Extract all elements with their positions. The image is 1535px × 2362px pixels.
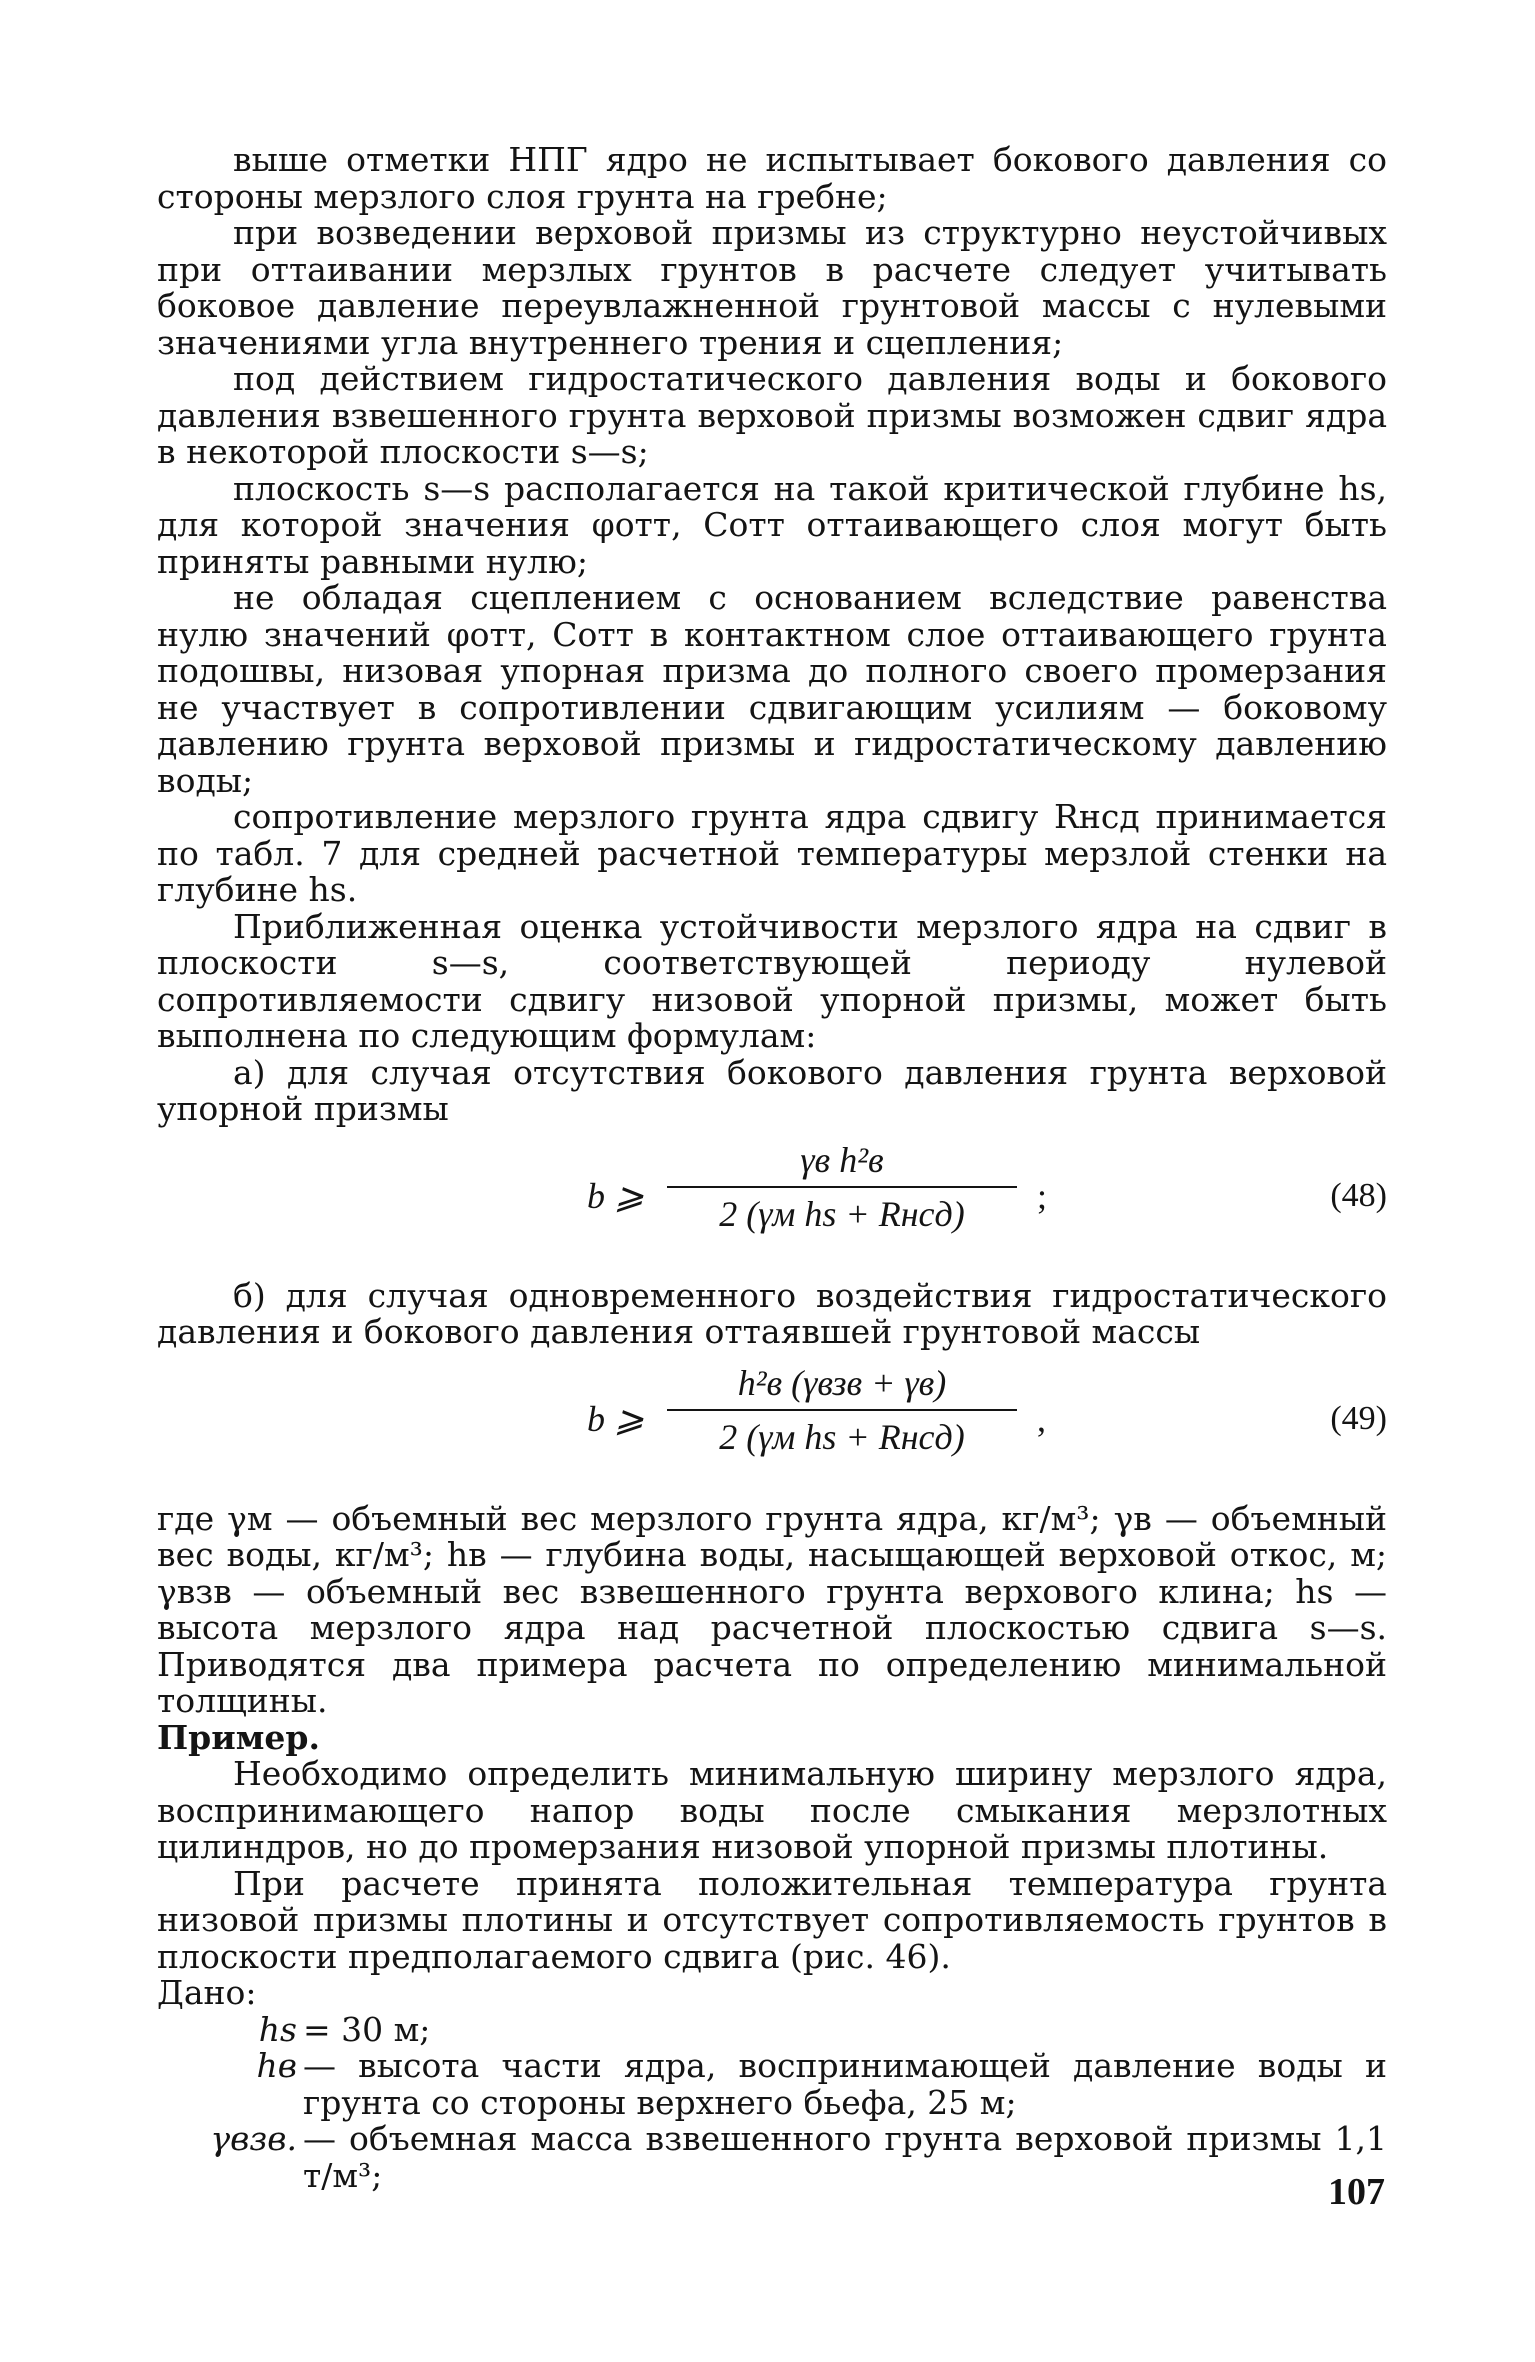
given-item (157, 2009, 1387, 2049)
example-heading: Пример. (157, 1717, 320, 1757)
paragraph: при возведении верховой призмы из структурно неустойчивых при оттаивании мерзлых грунтов в расчете следует учитывать боковое давление переувлажненной грунтовой массы с нулевыми значениями угла внутреннего трения и сцепления; (157, 213, 1387, 362)
formula-48-fraction (667, 1138, 1017, 1236)
formula-49-number: (49) (1330, 1399, 1387, 1437)
paragraph: а) для случая отсутствия бокового давления грунта верховой упорной призмы (157, 1052, 1387, 1128)
given-symbol: γвзв. (210, 2119, 297, 2158)
formula-48-number: (48) (1330, 1176, 1387, 1214)
formula-49-lhs: b ⩾ (587, 1398, 645, 1439)
formula-48-tail: ; (1037, 1175, 1048, 1216)
paragraph: Необходимо определить минимальную ширину мерзлого ядра, воспринимающего напор воды после смыкания мерзлотных цилиндров, но до промерзания низовой упорной призмы плотины. (157, 1754, 1387, 1866)
formula-48 (157, 1138, 1387, 1268)
given-text: — высота части ядра, воспринимающей давление воды и грунта со стороны верхнего бьефа, 25 м; (303, 2046, 1387, 2122)
fraction-bar (667, 1186, 1017, 1188)
formula-48-lhs: b ⩾ (587, 1175, 645, 1216)
given-text: = 30 м; (303, 2009, 431, 2049)
given-text: — объемная масса взвешенного грунта верховой призмы 1,1 т/м³; (303, 2119, 1387, 2195)
paragraph: сопротивление мерзлого грунта ядра сдвигу Rнсд принимается по табл. 7 для средней расчетной температуры мерзлой стенки на глубине hs. (157, 797, 1387, 909)
formula-48-numerator: γв h²в (800, 1139, 884, 1180)
formula-49 (157, 1361, 1387, 1491)
formula-49-tail: , (1037, 1398, 1046, 1439)
page-number: 107 (1328, 2171, 1385, 2213)
given-list (157, 2009, 1387, 2195)
paragraph: б) для случая одновременного воздействия гидростатического давления и бокового давления оттаявшей грунтовой массы (157, 1275, 1387, 1351)
given-item (157, 2121, 1387, 2194)
formula-48-denominator: 2 (γм hs + Rнсд) (719, 1193, 965, 1234)
given-symbol: hв (256, 2046, 297, 2085)
body-text (157, 142, 1387, 2194)
paragraph: При расчете принята положительная температура грунта низовой призмы плотины и отсутствует сопротивляемость грунтов в плоскости предполагаемого сдвига (рис. 46). (157, 1863, 1387, 1976)
paragraph: Приближенная оценка устойчивости мерзлого ядра на сдвиг в плоскости s—s, соответствующей периоду нулевой сопротивляемости сдвигу низовой упорной призмы, может быть выполнена по следующим формулам: (157, 906, 1387, 1055)
given-symbol: hs (258, 2009, 297, 2049)
formula-49-numerator: h²в (γвзв + γв) (737, 1362, 947, 1403)
given-item (157, 2048, 1387, 2121)
paragraph: не обладая сцеплением с основанием вследствие равенства нулю значений φотт, Сотт в контактном слое оттаивающего грунта подошвы, низовая упорная призма до полного своего промерзания не участвует в сопротивлении сдвигающим усилиям — боковому давлению грунта верховой призмы и гидростатическому давлению воды; (157, 578, 1387, 800)
paragraph: плоскость s—s располагается на такой критической глубине hs, для которой значения φотт, Сотт оттаивающего слоя могут быть приняты равными нулю; (157, 468, 1387, 581)
given-label: Дано: (157, 1973, 257, 2012)
fraction-bar (667, 1409, 1017, 1411)
paragraph: под действием гидростатического давления воды и бокового давления взвешенного грунта верховой призмы возможен сдвиг ядра в некоторой плоскости s—s; (157, 359, 1387, 471)
paragraph: выше отметки НПГ ядро не испытывает бокового давления со стороны мерзлого слоя грунта на гребне; (157, 140, 1387, 216)
where-paragraph: где γм — объемный вес мерзлого грунта ядра, кг/м³; γв — объемный вес воды, кг/м³; hв — глубина воды, насыщающей верховой откос, м; γвзв — объемный вес взвешенного грунта верхового клина; hs — высота мерзлого ядра над расчетной плоскостью сдвига s—s. Приводятся два примера расчета по определению минимальной толщины. (157, 1498, 1387, 1720)
formula-49-denominator: 2 (γм hs + Rнсд) (719, 1416, 965, 1457)
formula-49-fraction (667, 1361, 1017, 1459)
